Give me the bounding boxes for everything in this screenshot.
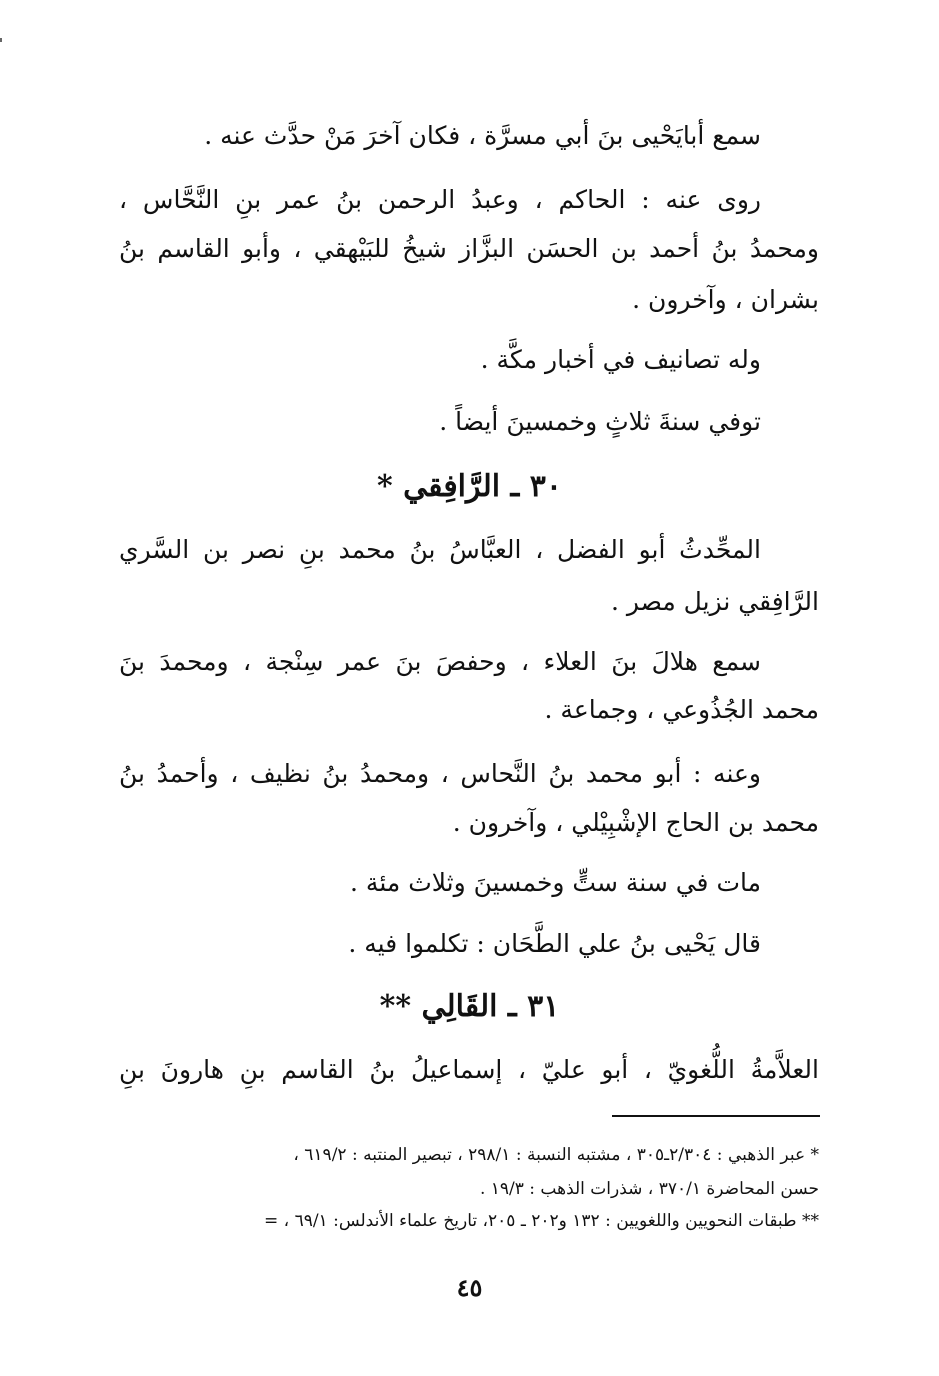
text-line: العلاَّمةُ اللُّغويّ ، أبو عليّ ، إسماعيلُ بنُ القاسم بنِ هارونَ بنِ bbox=[119, 1055, 819, 1084]
text-line: محمد الجُذُوعي ، وجماعة . bbox=[544, 695, 819, 724]
footnote-line: حسن المحاضرة ٣٧٠/١ ، شذرات الذهب : ١٩/٣ . bbox=[479, 1179, 819, 1199]
page-number: ٤٥ bbox=[456, 1273, 483, 1302]
text-line: محمد بن الحاج الإشْبِيْلي ، وآخرون . bbox=[452, 808, 819, 837]
footnote-rule bbox=[612, 1115, 820, 1117]
entry-heading: ٣١ ـ القَالِي ** bbox=[379, 989, 560, 1024]
text-line: وله تصانيف في أخبار مكَّة . bbox=[480, 345, 761, 374]
text-line: بشران ، وآخرون . bbox=[632, 285, 819, 314]
footnote-line: ** طبقات النحويين واللغويين : ١٣٢ و٢٠٢ ـ ٢٠٥، تاريخ علماء الأندلس: ٦٩/١ ، = bbox=[264, 1211, 819, 1231]
text-line: ومحمدُ بنُ أحمد بن الحسَن البزَّاز شيخُ للبَيْهقي ، وأبو القاسم بنُ bbox=[119, 234, 819, 263]
scan-speck bbox=[0, 38, 2, 42]
text-line: روى عنه : الحاكم ، وعبدُ الرحمن بنُ عمر بنِ النَّحَّاس ، bbox=[119, 185, 761, 214]
text-line: توفي سنةَ ثلاثٍ وخمسينَ أيضاً . bbox=[439, 407, 761, 436]
entry-heading: ٣٠ ـ الرَّافِقي * bbox=[377, 469, 562, 504]
text-line: قال يَحْيى بنُ علي الطَّحَان : تكلموا فيه . bbox=[348, 929, 761, 958]
text-line: المحِّدثُ أبو الفضل ، العبَّاسُ بنُ محمد بنِ نصر بن السَّري bbox=[119, 535, 761, 564]
footnote-line: * عبر الذهبي : ٢/٣٠٤ـ٣٠٥ ، مشتبه النسبة : ٢٩٨/١ ، تبصير المنتبه : ٦١٩/٢ ، bbox=[293, 1145, 819, 1165]
text-line: الرَّافِقي نزيل مصر . bbox=[610, 587, 819, 616]
text-line: وعنه : أبو محمد بنُ النَّحاس ، ومحمدُ بنُ نظيف ، وأحمدُ بنُ bbox=[119, 759, 761, 788]
text-line: مات في سنة ستٍّ وخمسينَ وثلاث مئة . bbox=[350, 868, 761, 897]
text-line: سمع أبايَحْيى بنَ أبي مسرَّة ، فكان آخرَ مَنْ حدَّث عنه . bbox=[204, 121, 761, 150]
text-line: سمع هلالَ بنَ العلاء ، وحفصَ بنَ عمر سِنْجة ، ومحمدَ بنَ bbox=[119, 647, 761, 676]
